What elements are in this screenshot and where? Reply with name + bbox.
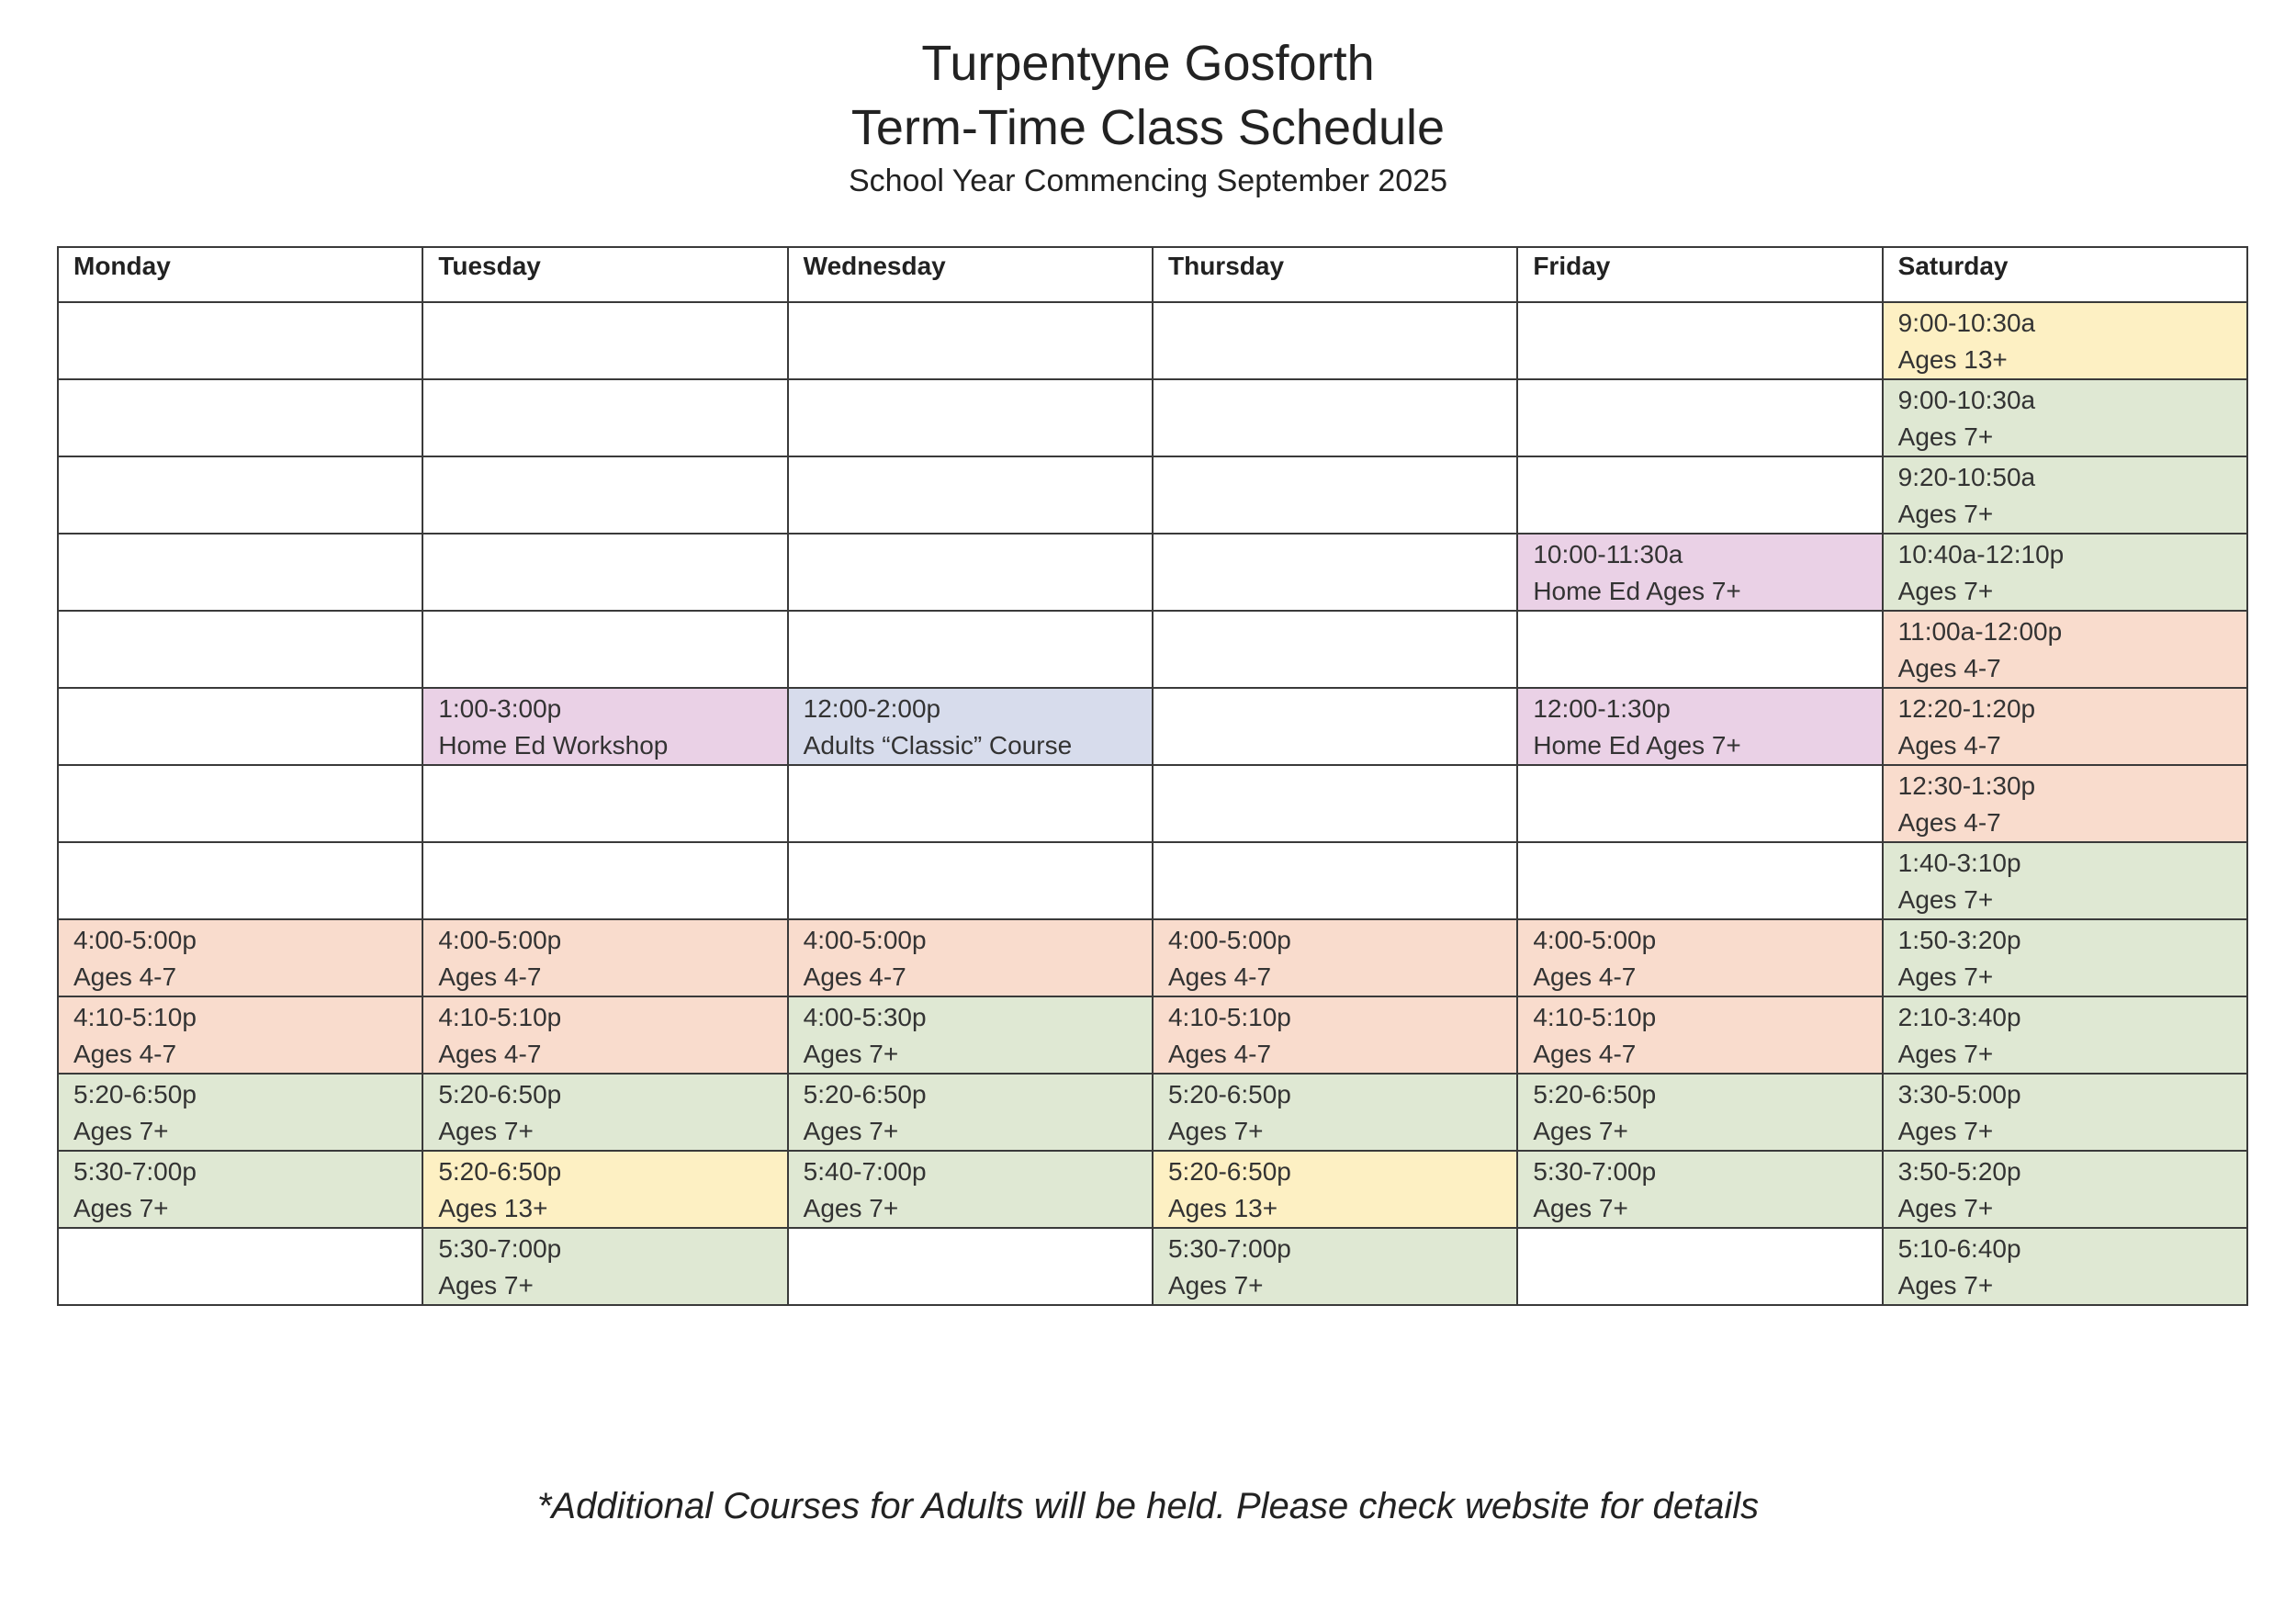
class-time: 1:40-3:10p <box>1897 849 2021 877</box>
class-slot-saturday <box>1883 842 2247 919</box>
column-header-tuesday: Tuesday <box>422 247 787 302</box>
class-slot-saturday <box>1883 1228 2247 1305</box>
empty-slot <box>1517 842 1882 919</box>
class-time: 4:10-5:10p <box>73 1003 197 1031</box>
class-slot-friday <box>1517 534 1882 611</box>
class-schedule-table <box>57 246 2248 1306</box>
class-time: 5:40-7:00p <box>803 1157 927 1186</box>
class-label: Ages 4-7 <box>1533 962 1637 991</box>
empty-slot <box>58 379 422 456</box>
class-time: 4:10-5:10p <box>1533 1003 1657 1031</box>
class-slot-monday <box>58 919 422 996</box>
class-slot-wednesday <box>788 1074 1153 1151</box>
empty-slot <box>58 611 422 688</box>
class-time: 4:00-5:00p <box>73 926 197 954</box>
class-label: Ages 13+ <box>438 1194 548 1222</box>
class-label: Home Ed Ages 7+ <box>1533 577 1741 605</box>
empty-slot <box>788 842 1153 919</box>
empty-slot <box>788 534 1153 611</box>
empty-slot <box>58 842 422 919</box>
table-row <box>58 765 2247 842</box>
class-slot-monday <box>58 1151 422 1228</box>
class-time: 9:20-10:50a <box>1897 463 2036 491</box>
class-label: Ages 4-7 <box>1167 1040 1272 1068</box>
class-time: 4:00-5:30p <box>803 1003 927 1031</box>
class-label: Ages 7+ <box>1533 1194 1628 1222</box>
class-time: 5:10-6:40p <box>1897 1234 2021 1263</box>
class-time: 5:30-7:00p <box>1167 1234 1291 1263</box>
class-time: 4:10-5:10p <box>438 1003 562 1031</box>
class-slot-thursday <box>1153 1074 1517 1151</box>
empty-slot <box>58 1228 422 1305</box>
class-label: Ages 7+ <box>1897 1040 1994 1068</box>
class-slot-saturday <box>1883 1151 2247 1228</box>
empty-slot <box>58 456 422 534</box>
class-time: 12:20-1:20p <box>1897 694 2036 723</box>
empty-slot <box>58 534 422 611</box>
class-time: 4:10-5:10p <box>1167 1003 1291 1031</box>
table-row <box>58 379 2247 456</box>
empty-slot <box>1153 456 1517 534</box>
table-row <box>58 1228 2247 1305</box>
class-time: 12:00-1:30p <box>1533 694 1671 723</box>
column-header-wednesday: Wednesday <box>788 247 1153 302</box>
empty-slot <box>788 302 1153 379</box>
empty-slot <box>422 611 787 688</box>
table-row <box>58 302 2247 379</box>
empty-slot <box>1517 456 1882 534</box>
class-label: Ages 7+ <box>73 1194 169 1222</box>
empty-slot <box>422 379 787 456</box>
class-time: 9:00-10:30a <box>1897 386 2036 414</box>
table-row <box>58 456 2247 534</box>
class-time: 5:20-6:50p <box>1533 1080 1657 1108</box>
class-slot-wednesday <box>788 996 1153 1074</box>
empty-slot <box>1153 842 1517 919</box>
empty-slot <box>1517 611 1882 688</box>
class-time: 5:20-6:50p <box>73 1080 197 1108</box>
table-header-row <box>58 247 2247 302</box>
empty-slot <box>1517 302 1882 379</box>
class-time: 1:00-3:00p <box>438 694 562 723</box>
table-row <box>58 842 2247 919</box>
class-slot-saturday <box>1883 688 2247 765</box>
footnote: *Additional Courses for Adults will be held. Please check website for details <box>536 1486 1760 1526</box>
empty-slot <box>788 611 1153 688</box>
class-slot-wednesday <box>788 1151 1153 1228</box>
class-slot-tuesday <box>422 688 787 765</box>
class-time: 10:00-11:30a <box>1533 540 1683 568</box>
empty-slot <box>58 688 422 765</box>
class-slot-friday <box>1517 919 1882 996</box>
class-slot-tuesday <box>422 1074 787 1151</box>
empty-slot <box>422 842 787 919</box>
column-header-thursday: Thursday <box>1153 247 1517 302</box>
class-slot-saturday <box>1883 611 2247 688</box>
class-time: 4:00-5:00p <box>438 926 562 954</box>
column-header-saturday: Saturday <box>1883 247 2247 302</box>
class-label: Ages 4-7 <box>1167 962 1272 991</box>
class-slot-saturday <box>1883 1074 2247 1151</box>
class-label: Ages 7+ <box>73 1117 169 1145</box>
empty-slot <box>1153 765 1517 842</box>
class-slot-monday <box>58 1074 422 1151</box>
class-label: Ages 7+ <box>438 1117 534 1145</box>
page-subtitle: Term-Time Class Schedule <box>850 100 1446 155</box>
table-row <box>58 611 2247 688</box>
class-time: 4:00-5:00p <box>1167 926 1291 954</box>
class-time: 4:00-5:00p <box>1533 926 1657 954</box>
class-time: 12:00-2:00p <box>803 694 941 723</box>
empty-slot <box>1153 379 1517 456</box>
class-time: 2:10-3:40p <box>1897 1003 2021 1031</box>
empty-slot <box>1517 379 1882 456</box>
class-slot-thursday <box>1153 919 1517 996</box>
class-time: 5:30-7:00p <box>1533 1157 1657 1186</box>
class-slot-saturday <box>1883 534 2247 611</box>
empty-slot <box>1153 534 1517 611</box>
class-label: Ages 4-7 <box>1897 808 2001 837</box>
class-label: Ages 4-7 <box>73 1040 177 1068</box>
class-label: Ages 7+ <box>1897 885 1994 914</box>
class-label: Ages 13+ <box>1167 1194 1278 1222</box>
class-time: 5:20-6:50p <box>438 1080 562 1108</box>
column-header-friday: Friday <box>1517 247 1882 302</box>
class-time: 5:20-6:50p <box>803 1080 927 1108</box>
class-label: Ages 7+ <box>1167 1117 1264 1145</box>
empty-slot <box>58 765 422 842</box>
class-label: Home Ed Workshop <box>438 731 669 760</box>
class-slot-saturday <box>1883 919 2247 996</box>
school-year-caption: School Year Commencing September 2025 <box>848 163 1448 198</box>
class-label: Ages 7+ <box>803 1194 899 1222</box>
class-label: Ages 4-7 <box>1533 1040 1637 1068</box>
table-row <box>58 688 2247 765</box>
table-row <box>58 996 2247 1074</box>
class-label: Ages 4-7 <box>1897 654 2001 682</box>
table-row <box>58 919 2247 996</box>
class-slot-saturday <box>1883 302 2247 379</box>
class-label: Ages 4-7 <box>803 962 906 991</box>
class-slot-saturday <box>1883 379 2247 456</box>
class-label: Ages 7+ <box>1897 1271 1994 1300</box>
class-time: 11:00a-12:00p <box>1897 617 2063 646</box>
class-label: Ages 4-7 <box>1897 731 2001 760</box>
class-slot-wednesday <box>788 919 1153 996</box>
class-time: 3:50-5:20p <box>1897 1157 2021 1186</box>
empty-slot <box>788 456 1153 534</box>
class-time: 10:40a-12:10p <box>1897 540 2065 568</box>
class-slot-tuesday <box>422 996 787 1074</box>
class-slot-friday <box>1517 996 1882 1074</box>
empty-slot <box>1517 765 1882 842</box>
class-time: 5:30-7:00p <box>438 1234 562 1263</box>
class-label: Ages 7+ <box>803 1040 899 1068</box>
empty-slot <box>1153 302 1517 379</box>
class-label: Ages 13+ <box>1897 345 2008 374</box>
column-header-monday: Monday <box>58 247 422 302</box>
empty-slot <box>422 456 787 534</box>
class-slot-thursday <box>1153 1151 1517 1228</box>
class-label: Ages 7+ <box>803 1117 899 1145</box>
class-time: 5:30-7:00p <box>73 1157 197 1186</box>
class-slot-wednesday <box>788 688 1153 765</box>
class-label: Ages 7+ <box>1533 1117 1628 1145</box>
empty-slot <box>422 534 787 611</box>
empty-slot <box>788 1228 1153 1305</box>
class-label: Adults “Classic” Course <box>803 731 1073 760</box>
empty-slot <box>1153 611 1517 688</box>
class-slot-thursday <box>1153 996 1517 1074</box>
class-time: 3:30-5:00p <box>1897 1080 2021 1108</box>
empty-slot <box>1517 1228 1882 1305</box>
class-label: Ages 7+ <box>1167 1271 1264 1300</box>
class-label: Ages 4-7 <box>438 962 542 991</box>
class-label: Ages 7+ <box>1897 500 1994 528</box>
class-slot-tuesday <box>422 919 787 996</box>
class-time: 9:00-10:30a <box>1897 309 2036 337</box>
table-row <box>58 1151 2247 1228</box>
empty-slot <box>422 765 787 842</box>
empty-slot <box>788 765 1153 842</box>
class-slot-saturday <box>1883 996 2247 1074</box>
class-label: Ages 7+ <box>1897 962 1994 991</box>
class-time: 5:20-6:50p <box>1167 1157 1291 1186</box>
empty-slot <box>1153 688 1517 765</box>
class-slot-thursday <box>1153 1228 1517 1305</box>
empty-slot <box>788 379 1153 456</box>
class-slot-monday <box>58 996 422 1074</box>
class-label: Ages 7+ <box>438 1271 534 1300</box>
class-label: Ages 7+ <box>1897 1117 1994 1145</box>
class-label: Ages 4-7 <box>438 1040 542 1068</box>
class-label: Ages 7+ <box>1897 422 1994 451</box>
class-slot-friday <box>1517 688 1882 765</box>
class-slot-saturday <box>1883 456 2247 534</box>
class-label: Ages 4-7 <box>73 962 177 991</box>
schedule-body <box>58 302 2247 1305</box>
empty-slot <box>58 302 422 379</box>
page-title: Turpentyne Gosforth <box>921 36 1375 91</box>
class-slot-saturday <box>1883 765 2247 842</box>
class-slot-tuesday <box>422 1228 787 1305</box>
class-label: Ages 7+ <box>1897 577 1994 605</box>
table-row <box>58 1074 2247 1151</box>
class-label: Ages 7+ <box>1897 1194 1994 1222</box>
class-time: 1:50-3:20p <box>1897 926 2021 954</box>
empty-slot <box>422 302 787 379</box>
table-row <box>58 534 2247 611</box>
class-time: 5:20-6:50p <box>1167 1080 1291 1108</box>
class-slot-friday <box>1517 1151 1882 1228</box>
class-time: 4:00-5:00p <box>803 926 927 954</box>
class-slot-friday <box>1517 1074 1882 1151</box>
class-time: 5:20-6:50p <box>438 1157 562 1186</box>
class-slot-tuesday <box>422 1151 787 1228</box>
class-time: 12:30-1:30p <box>1897 771 2036 800</box>
class-label: Home Ed Ages 7+ <box>1533 731 1741 760</box>
